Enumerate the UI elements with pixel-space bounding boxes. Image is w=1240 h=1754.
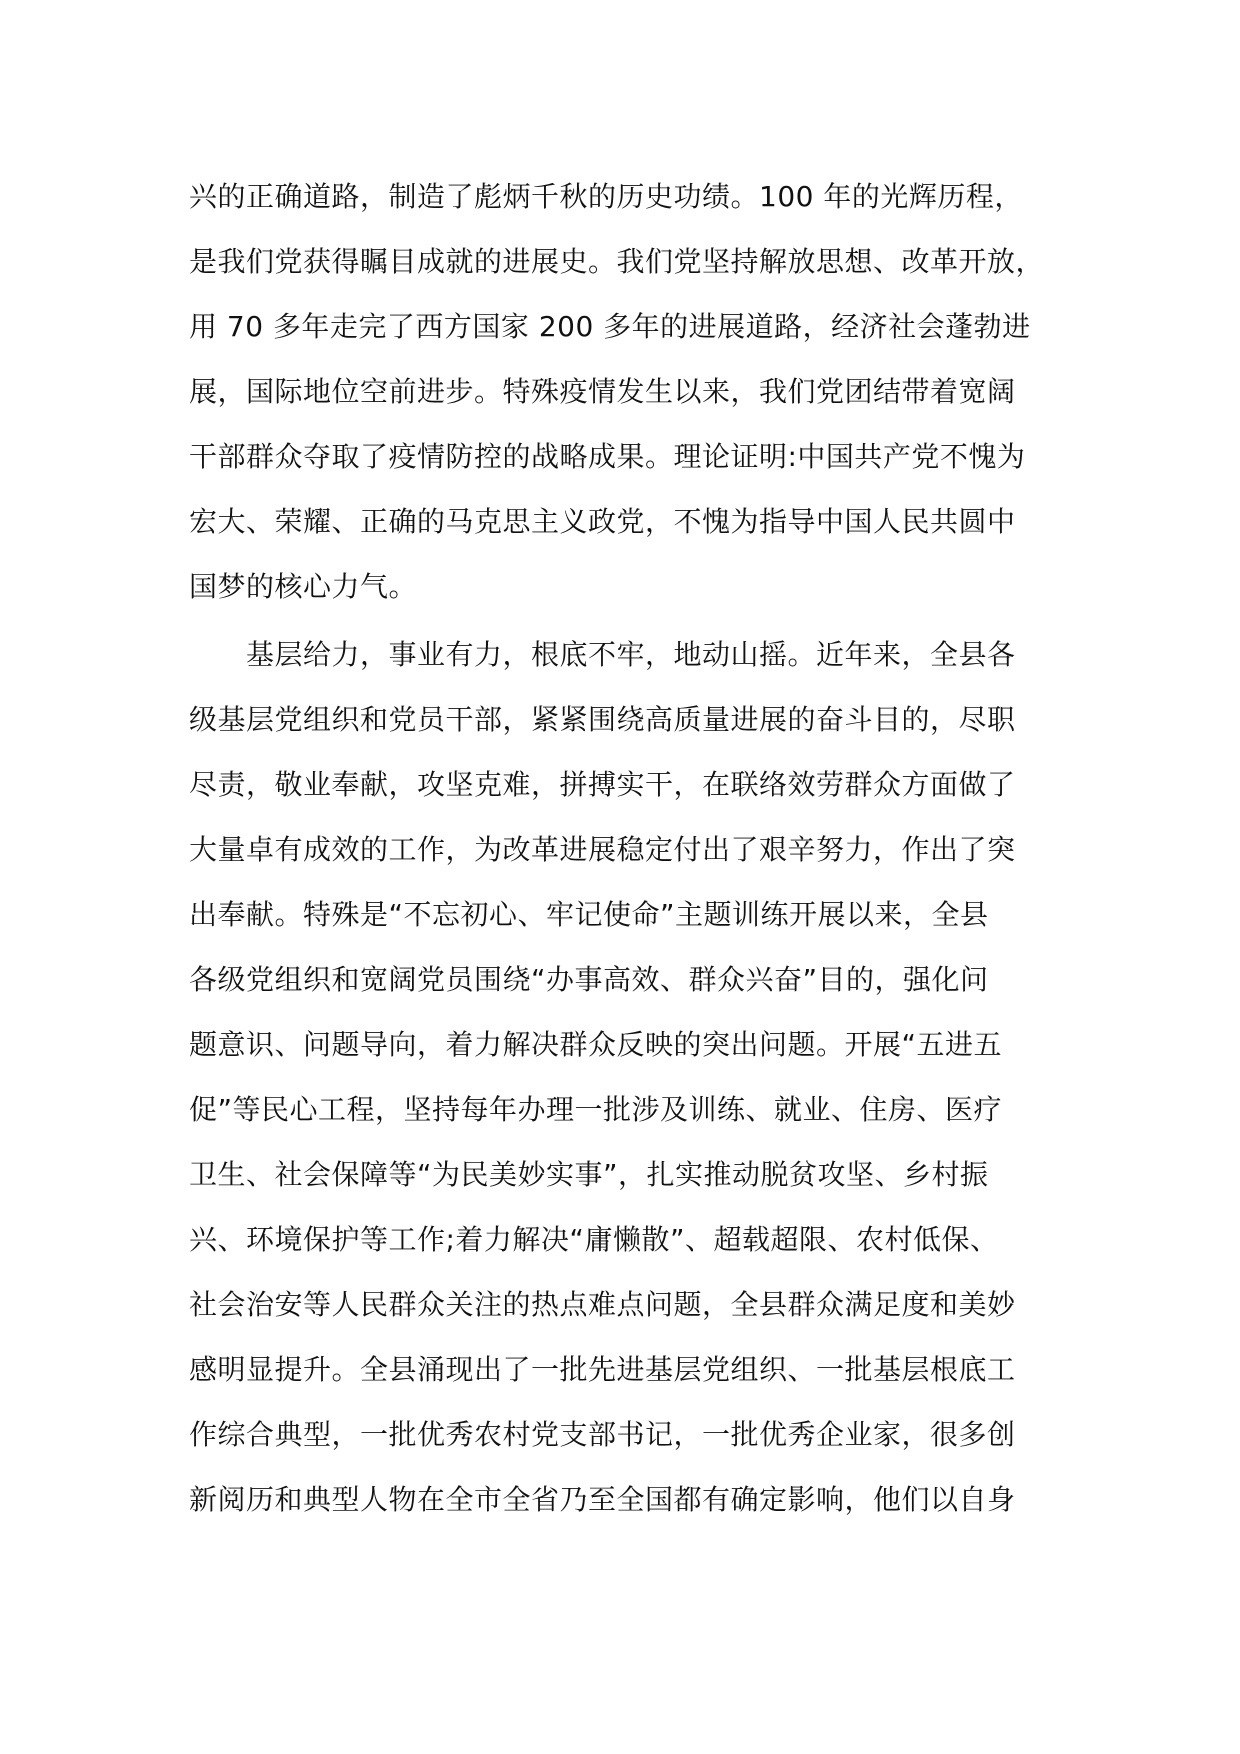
text-line: 是我们党获得瞩目成就的进展史。我们党坚持解放思想、改革开放， bbox=[189, 245, 1045, 278]
text-line: 国梦的核心力气。 bbox=[189, 570, 418, 603]
text-line: 基层给力，事业有力，根底不牢，地动山摇。近年来，全县各 bbox=[189, 638, 1016, 671]
text-line: 宏大、荣耀、正确的马克思主义政党，不愧为指导中国人民共圆中 bbox=[189, 505, 1016, 538]
text-line: 出奉献。特殊是“不忘初心、牢记使命”主题训练开展以来，全县 bbox=[189, 898, 989, 931]
text-line: 促”等民心工程，坚持每年办理一批涉及训练、就业、住房、医疗 bbox=[189, 1093, 1003, 1126]
text-line: 级基层党组织和党员干部，紧紧围绕高质量进展的奋斗目的，尽职 bbox=[189, 703, 1016, 736]
text-line: 兴的正确道路，制造了彪炳千秋的历史功绩。100 年的光辉历程， bbox=[189, 180, 1023, 213]
text-line: 新阅历和典型人物在全市全省乃至全国都有确定影响，他们以自身 bbox=[189, 1483, 1016, 1516]
text-line: 社会治安等人民群众关注的热点难点问题，全县群众满足度和美妙 bbox=[189, 1288, 1016, 1321]
paragraph-2 bbox=[189, 622, 1069, 1532]
text-line: 兴、环境保护等工作;着力解决“庸懒散”、超载超限、农村低保、 bbox=[189, 1223, 999, 1256]
text-line: 作综合典型，一批优秀农村党支部书记，一批优秀企业家，很多创 bbox=[189, 1418, 1016, 1451]
text-line: 卫生、社会保障等“为民美妙实事”，扎实推动脱贫攻坚、乡村振 bbox=[189, 1158, 989, 1191]
text-line: 用 70 多年走完了西方国家 200 多年的进展道路，经济社会蓬勃进 bbox=[189, 310, 1031, 343]
text-line: 各级党组织和宽阔党员围绕“办事高效、群众兴奋”目的，强化问 bbox=[189, 963, 989, 996]
text-line: 题意识、问题导向，着力解决群众反映的突出问题。开展“五进五 bbox=[189, 1028, 1003, 1061]
paragraph-1 bbox=[189, 164, 1069, 619]
text-line: 大量卓有成效的工作，为改革进展稳定付出了艰辛努力，作出了突 bbox=[189, 833, 1016, 866]
text-line: 尽责，敬业奉献，攻坚克难，拼搏实干，在联络效劳群众方面做了 bbox=[189, 768, 1016, 801]
text-line: 感明显提升。全县涌现出了一批先进基层党组织、一批基层根底工 bbox=[189, 1353, 1016, 1386]
text-line: 干部群众夺取了疫情防控的战略成果。理论证明:中国共产党不愧为 bbox=[189, 440, 1026, 473]
text-line: 展，国际地位空前进步。特殊疫情发生以来，我们党团结带着宽阔 bbox=[189, 375, 1016, 408]
